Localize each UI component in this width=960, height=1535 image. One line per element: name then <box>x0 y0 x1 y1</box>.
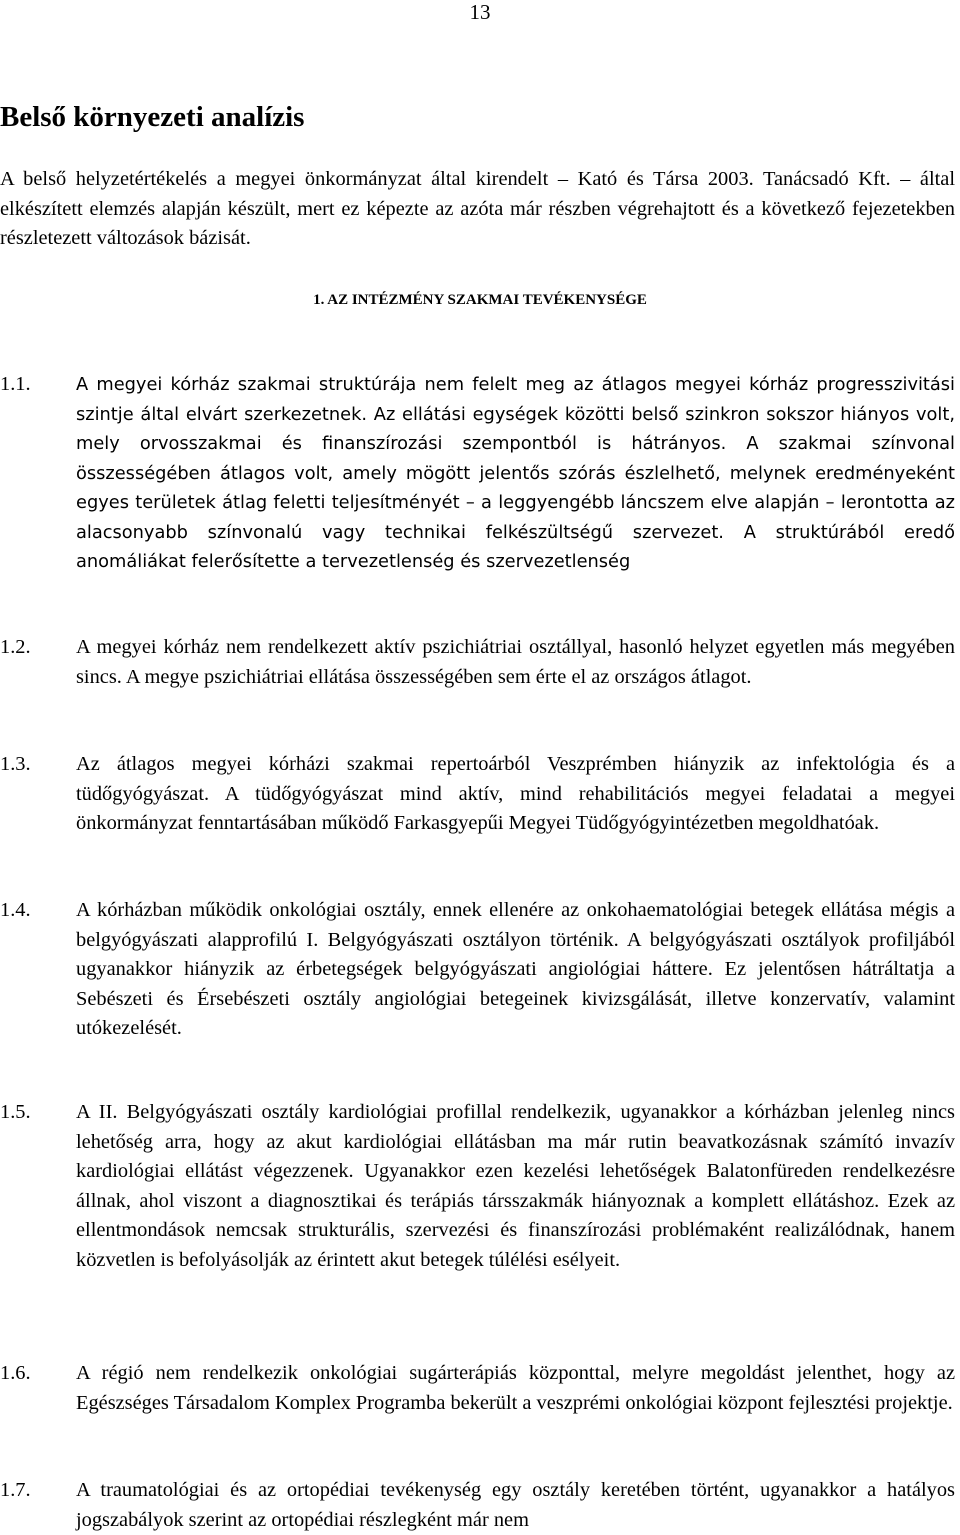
section-title: 1. AZ INTÉZMÉNY SZAKMAI TEVÉKENYSÉGE <box>313 292 647 308</box>
item-text: A kórházban működik onkológiai osztály, ennek ellenére az onkohaematológiai betegek ellátása mégis a belgyógyászati alapprofilú I. Belgyógyászati osztályon történik. A belgyógyászati osztályok profiljából ugyanakkor hiányzik az érbetegségek belgyógyászati angiológiai háttere. Ez jelentősen hátráltatja a Sebészeti és Érsebészeti osztály angiológiai betegeinek kivizsgálását, illetve konzervatív, valamint utókezelését. <box>76 899 955 1039</box>
item-number: 1.7. <box>0 1479 31 1501</box>
item-number: 1.1. <box>0 373 31 395</box>
page-number: 13 <box>469 0 491 24</box>
item-number: 1.3. <box>0 753 31 775</box>
item-text: A II. Belgyógyászati osztály kardiológiai profillal rendelkezik, ugyanakkor a kórházban jelenleg nincs lehetőség arra, hogy az akut kardiológiai ellátásban ma már rutin beavatkozásnak számító invazív kardiológiai ellátást végezzenek. Ugyanakkor ezen kezelési lehetőségek Balatonfüreden rendelkezésre állnak, ahol viszont a diagnosztikai és terápiás társszakmák hiányoznak a komplett ellátáshoz. Ezek az ellentmondások nemcsak strukturális, szervezési és finanszírozási problémaként realizálódnak, hanem közvetlen is befolyásolják az érintett akut betegek túlélési esélyeit. <box>76 1101 955 1271</box>
item-number: 1.5. <box>0 1101 31 1123</box>
item-number: 1.6. <box>0 1362 31 1384</box>
item-text: A megyei kórház szakmai struktúrája nem felelt meg az átlagos megyei kórház progresszivitási szintje által elvárt szerkezetnek. Az ellátási egységek közötti belső szinkron sokszor hiányos volt, mely orvosszakmai és finanszírozási szempontból is hátrányos. A szakmai színvonal összességében átlagos volt, amely mögött jelentős szórás észlelhető, melynek eredményeként egyes területek átlag feletti teljesítményét – a leggyengébb láncszem elve alapján – lerontotta az alacsonyabb színvonalú vagy technikai felkészültségű szervezet. A struktúrából eredő anomáliákat felerősítette a tervezetlenség és szervezetlenség <box>76 374 955 572</box>
item-text: A régió nem rendelkezik onkológiai sugárterápiás központtal, melyre megoldást jelenthet, hogy az Egészséges Társadalom Komplex Programba bekerült a veszprémi onkológiai központ fejlesztési projektje. <box>76 1362 955 1414</box>
list-item <box>0 750 955 839</box>
intro-paragraph: A belső helyzetértékelés a megyei önkormányzat által kirendelt – Kató és Társa 2003. Tanácsadó Kft. – által elkészített elemzés alapján készült, mert ez képezte az azóta már részben végrehajtott és a következő fejezetekben részletezett változások bázisát. <box>0 168 955 249</box>
item-number: 1.2. <box>0 636 31 658</box>
list-item <box>0 370 955 577</box>
item-text: Az átlagos megyei kórházi szakmai repertoárból Veszprémben hiányzik az infektológia és a tüdőgyógyászat. A tüdőgyógyászat mind aktív, mind rehabilitációs megyei feladatai a megyei önkormányzat fenntartásában működő Farkasgyepűi Megyei Tüdőgyógyintézetben megoldhatóak. <box>76 753 955 834</box>
item-number: 1.4. <box>0 899 31 921</box>
page-heading: Belső környezeti analízis <box>0 101 305 133</box>
list-item <box>0 1476 955 1535</box>
item-text: A traumatológiai és az ortopédiai tevékenység egy osztály keretében történt, ugyanakkor a hatályos jogszabályok szerint az ortopédiai részlegként már nem <box>76 1479 955 1531</box>
list-item <box>0 1359 955 1418</box>
list-item <box>0 633 955 692</box>
item-text: A megyei kórház nem rendelkezett aktív pszichiátriai osztállyal, hasonló helyzet egyetlen más megyében sincs. A megye pszichiátriai ellátása összességében sem érte el az országos átlagot. <box>76 636 955 688</box>
list-item <box>0 896 955 1044</box>
list-item <box>0 1098 955 1275</box>
